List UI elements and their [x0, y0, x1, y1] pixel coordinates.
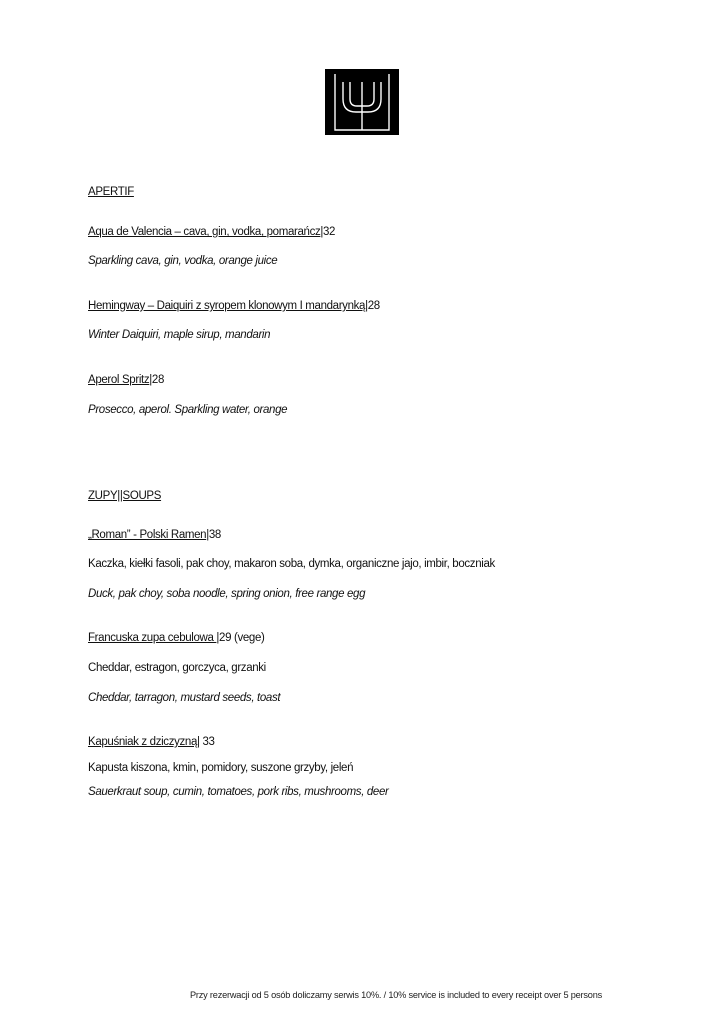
menu-item-description-pl: Kapusta kiszona, kmin, pomidory, suszone grzyby, jeleń: [88, 762, 354, 774]
menu-item-price: |32: [320, 226, 336, 238]
candelabra-icon: [325, 69, 399, 135]
menu-item-description-en: Cheddar, tarragon, mustard seeds, toast: [88, 692, 281, 704]
section-heading-soups: ZUPY||SOUPS: [88, 490, 162, 502]
menu-item-description-en: Winter Daiquiri, maple sirup, mandarin: [88, 329, 271, 341]
section-heading-apertif: APERTIF: [88, 186, 134, 198]
menu-item-name: Hemingway – Daiquiri z syropem klonowym I mandarynką: [88, 300, 366, 312]
menu-item-price: |38: [206, 529, 221, 541]
menu-item-description-en: Duck, pak choy, soba noodle, spring onion, free range egg: [88, 588, 366, 600]
service-charge-note: Przy rezerwacji od 5 osób doliczamy serwis 10%. / 10% service is included to every receipt over 5 persons: [190, 990, 603, 1000]
menu-item-name: Kapuśniak z dziczyzną: [88, 736, 197, 748]
menu-item-title: [88, 528, 221, 542]
menu-item-title: [88, 373, 164, 387]
menu-item-description-pl: Kaczka, kiełki fasoli, pak choy, makaron soba, dymka, organiczne jajo, imbir, boczniak: [88, 558, 495, 570]
menu-item-price: |29 (vege): [216, 632, 265, 644]
menu-item-title: [88, 299, 380, 313]
menu-item-name: Aperol Spritz: [88, 374, 150, 386]
restaurant-logo: [325, 69, 399, 135]
menu-item-description-en: Sparkling cava, gin, vodka, orange juice: [88, 255, 278, 267]
menu-item-description-pl: Cheddar, estragon, gorczyca, grzanki: [88, 662, 266, 674]
menu-item-title: [88, 735, 215, 749]
menu-item-name: „Roman” - Polski Ramen: [88, 529, 207, 541]
menu-item-description-en: Prosecco, aperol. Sparkling water, orange: [88, 404, 288, 416]
menu-item-price: |28: [149, 374, 165, 386]
menu-item-description-en: Sauerkraut soup, cumin, tomatoes, pork ribs, mushrooms, deer: [88, 786, 389, 798]
menu-item-name: Aqua de Valencia – cava, gin, vodka, pomarańcz: [88, 226, 321, 238]
menu-item-price: |28: [365, 300, 380, 312]
menu-item-price: | 33: [197, 736, 215, 748]
menu-item-name: Francuska zupa cebulowa: [88, 632, 217, 644]
menu-item-title: [88, 631, 264, 645]
menu-item-title: [88, 225, 335, 239]
